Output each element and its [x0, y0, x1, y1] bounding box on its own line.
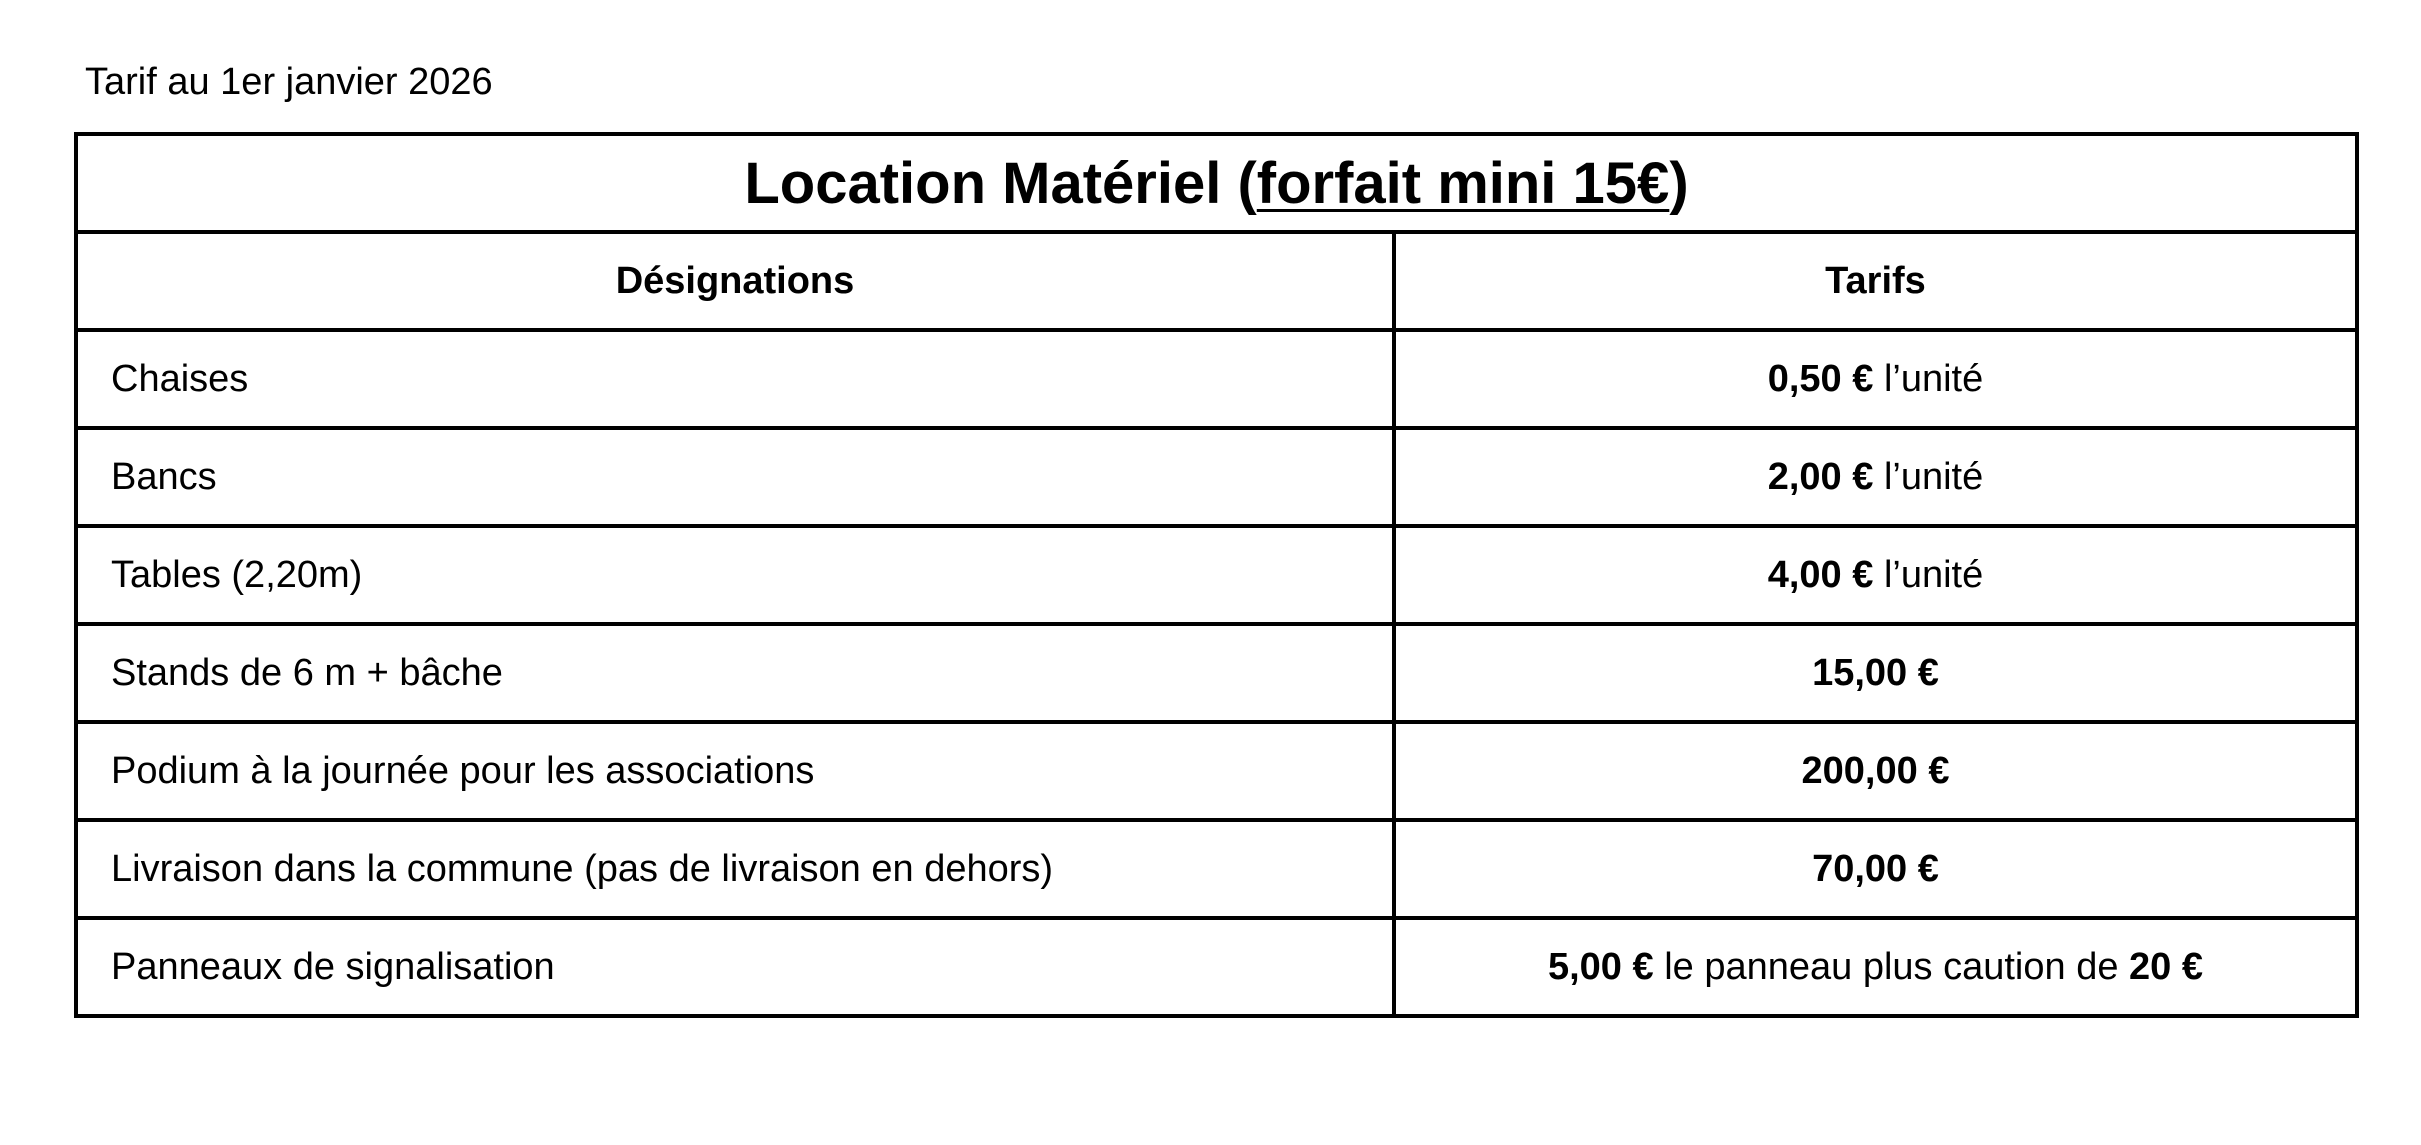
- price-value: 200,00 €: [1801, 749, 1950, 792]
- table-row: [76, 918, 2357, 1016]
- designation-cell: Livraison dans la commune (pas de livraison en dehors): [76, 820, 1394, 918]
- designation-cell: Chaises: [76, 330, 1394, 428]
- designation-cell: Bancs: [76, 428, 1394, 526]
- price-value: 70,00 €: [1812, 847, 1939, 890]
- deposit-value: 20 €: [2129, 945, 2203, 988]
- table-row: [76, 526, 2357, 624]
- tarif-cell: [1394, 526, 2357, 624]
- price-value: 5,00 €: [1547, 945, 1654, 988]
- price-suffix: le panneau plus caution de: [1664, 945, 2119, 988]
- table-title: [76, 134, 2357, 232]
- table-header-row: [76, 232, 2357, 330]
- tariff-date-note: Tarif au 1er janvier 2026: [85, 61, 493, 103]
- price-value: 4,00 €: [1767, 553, 1874, 596]
- price-value: 2,00 €: [1767, 455, 1874, 498]
- table-row: [76, 722, 2357, 820]
- price-value: 0,50 €: [1767, 357, 1874, 400]
- tarif-cell: [1394, 624, 2357, 722]
- column-header-tarifs: Tarifs: [1394, 232, 2357, 330]
- table-row: [76, 624, 2357, 722]
- table-title-minimum-fee: forfait mini 15€: [1256, 150, 1670, 216]
- table-row: [76, 820, 2357, 918]
- table-title-close: ): [1669, 150, 1689, 216]
- tarif-cell: [1394, 330, 2357, 428]
- column-header-designations: Désignations: [76, 232, 1394, 330]
- designation-cell: Tables (2,20m): [76, 526, 1394, 624]
- designation-cell: Stands de 6 m + bâche: [76, 624, 1394, 722]
- table-title-row: [76, 134, 2357, 232]
- table-title-main: Location Matériel (: [744, 150, 1257, 216]
- tarif-cell: [1394, 820, 2357, 918]
- price-suffix: l’unité: [1883, 553, 1984, 596]
- price-suffix: l’unité: [1883, 357, 1984, 400]
- tarif-cell: [1394, 918, 2357, 1016]
- table-row: [76, 428, 2357, 526]
- tarif-cell: [1394, 428, 2357, 526]
- table-row: [76, 330, 2357, 428]
- rental-price-table: [74, 132, 2359, 1018]
- designation-cell: Panneaux de signalisation: [76, 918, 1394, 1016]
- tarif-cell: [1394, 722, 2357, 820]
- price-suffix: l’unité: [1883, 455, 1984, 498]
- price-value: 15,00 €: [1812, 651, 1939, 694]
- designation-cell: Podium à la journée pour les associations: [76, 722, 1394, 820]
